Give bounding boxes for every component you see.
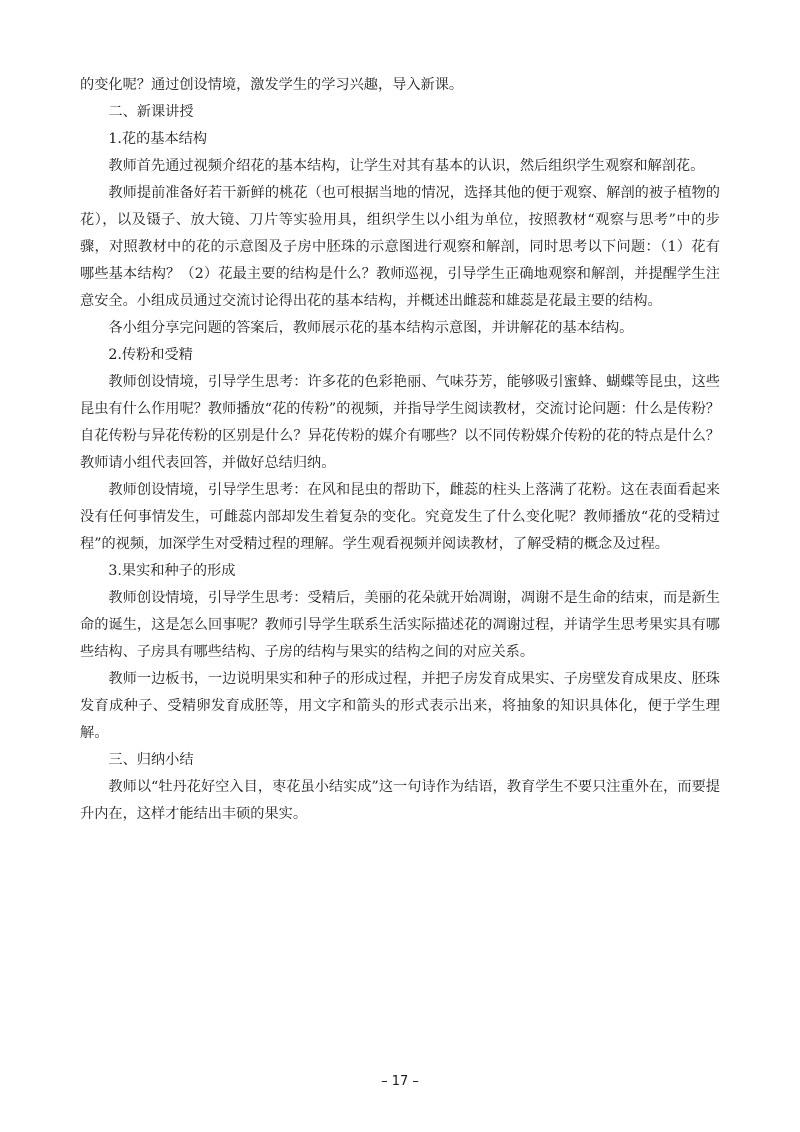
section-heading-new-lesson: 二、新课讲授 [108,104,194,120]
paragraph: 各小组分享完问题的答案后，教师展示花的基本结构示意图，并讲解花的基本结构。 [108,320,634,336]
paragraph: 教师创设情境，引导学生思考：受精后，美丽的花朵就开始凋谢，凋谢不是生命的结束，而是新生命的诞生，这是怎么回事呢？教师引导学生联系生活实际描述花的凋谢过程，并请学生思考果实具有哪些结构、子房具有哪些结构、子房的结构与果实的结构之间的对应关系。 [80,590,720,660]
subsection-heading-flower-structure: 1.花的基本结构 [108,131,208,147]
document-body [80,72,720,828]
paragraph: 教师以“牡丹花好空入目，枣花虽小结实成”这一句诗作为结语，教育学生不要只注重外在，而要提升内在，这样才能结出丰硕的果实。 [80,779,720,822]
page-number: – 17 – [381,1074,419,1089]
subsection-heading-fruit-seed: 3.果实和种子的形成 [108,563,236,579]
section-heading-summary: 三、归纳小结 [108,752,194,768]
subsection-heading-pollination: 2.传粉和受精 [108,347,193,363]
paragraph: 教师首先通过视频介绍花的基本结构，让学生对其有基本的认识，然后组织学生观察和解剖花。 [108,158,705,174]
paragraph: 教师提前准备好若干新鲜的桃花（也可根据当地的情况，选择其他的便于观察、解剖的被子植物的花），以及镊子、放大镜、刀片等实验用具，组织学生以小组为单位，按照教材“观察与思考”中的步骤，对照教材中的花的示意图及子房中胚珠的示意图进行观察和解剖，同时思考以下问题：（1）花有哪些基本结构？（2）花最主要的结构是什么？教师巡视，引导学生正确地观察和解剖，并提醒学生注意安全。小组成员通过交流讨论得出花的基本结构，并概述出雌蕊和雄蕊是花最主要的结构。 [80,185,720,309]
paragraph: 教师一边板书，一边说明果实和种子的形成过程，并把子房发育成果实、子房壁发育成果皮、胚珠发育成种子、受精卵发育成胚等，用文字和箭头的形式表示出来，将抽象的知识具体化，便于学生理解。 [80,671,720,741]
paragraph-continuation: 的变化呢？通过创设情境，激发学生的学习兴趣，导入新课。 [80,77,464,93]
paragraph: 教师创设情境，引导学生思考：在风和昆虫的帮助下，雌蕊的柱头上落满了花粉。这在表面看起来没有任何事情发生，可雌蕊内部却发生着复杂的变化。究竟发生了什么变化呢？教师播放“花的受精过程”的视频，加深学生对受精过程的理解。学生观看视频并阅读教材，了解受精的概念及过程。 [80,482,720,552]
paragraph: 教师创设情境，引导学生思考：许多花的色彩艳丽、气味芬芳，能够吸引蜜蜂、蝴蝶等昆虫，这些昆虫有什么作用呢？教师播放“花的传粉”的视频，并指导学生阅读教材，交流讨论问题：什么是传粉？自花传粉与异花传粉的区别是什么？异花传粉的媒介有哪些？以不同传粉媒介传粉的花的特点是什么？教师请小组代表回答，并做好总结归纳。 [80,374,720,471]
